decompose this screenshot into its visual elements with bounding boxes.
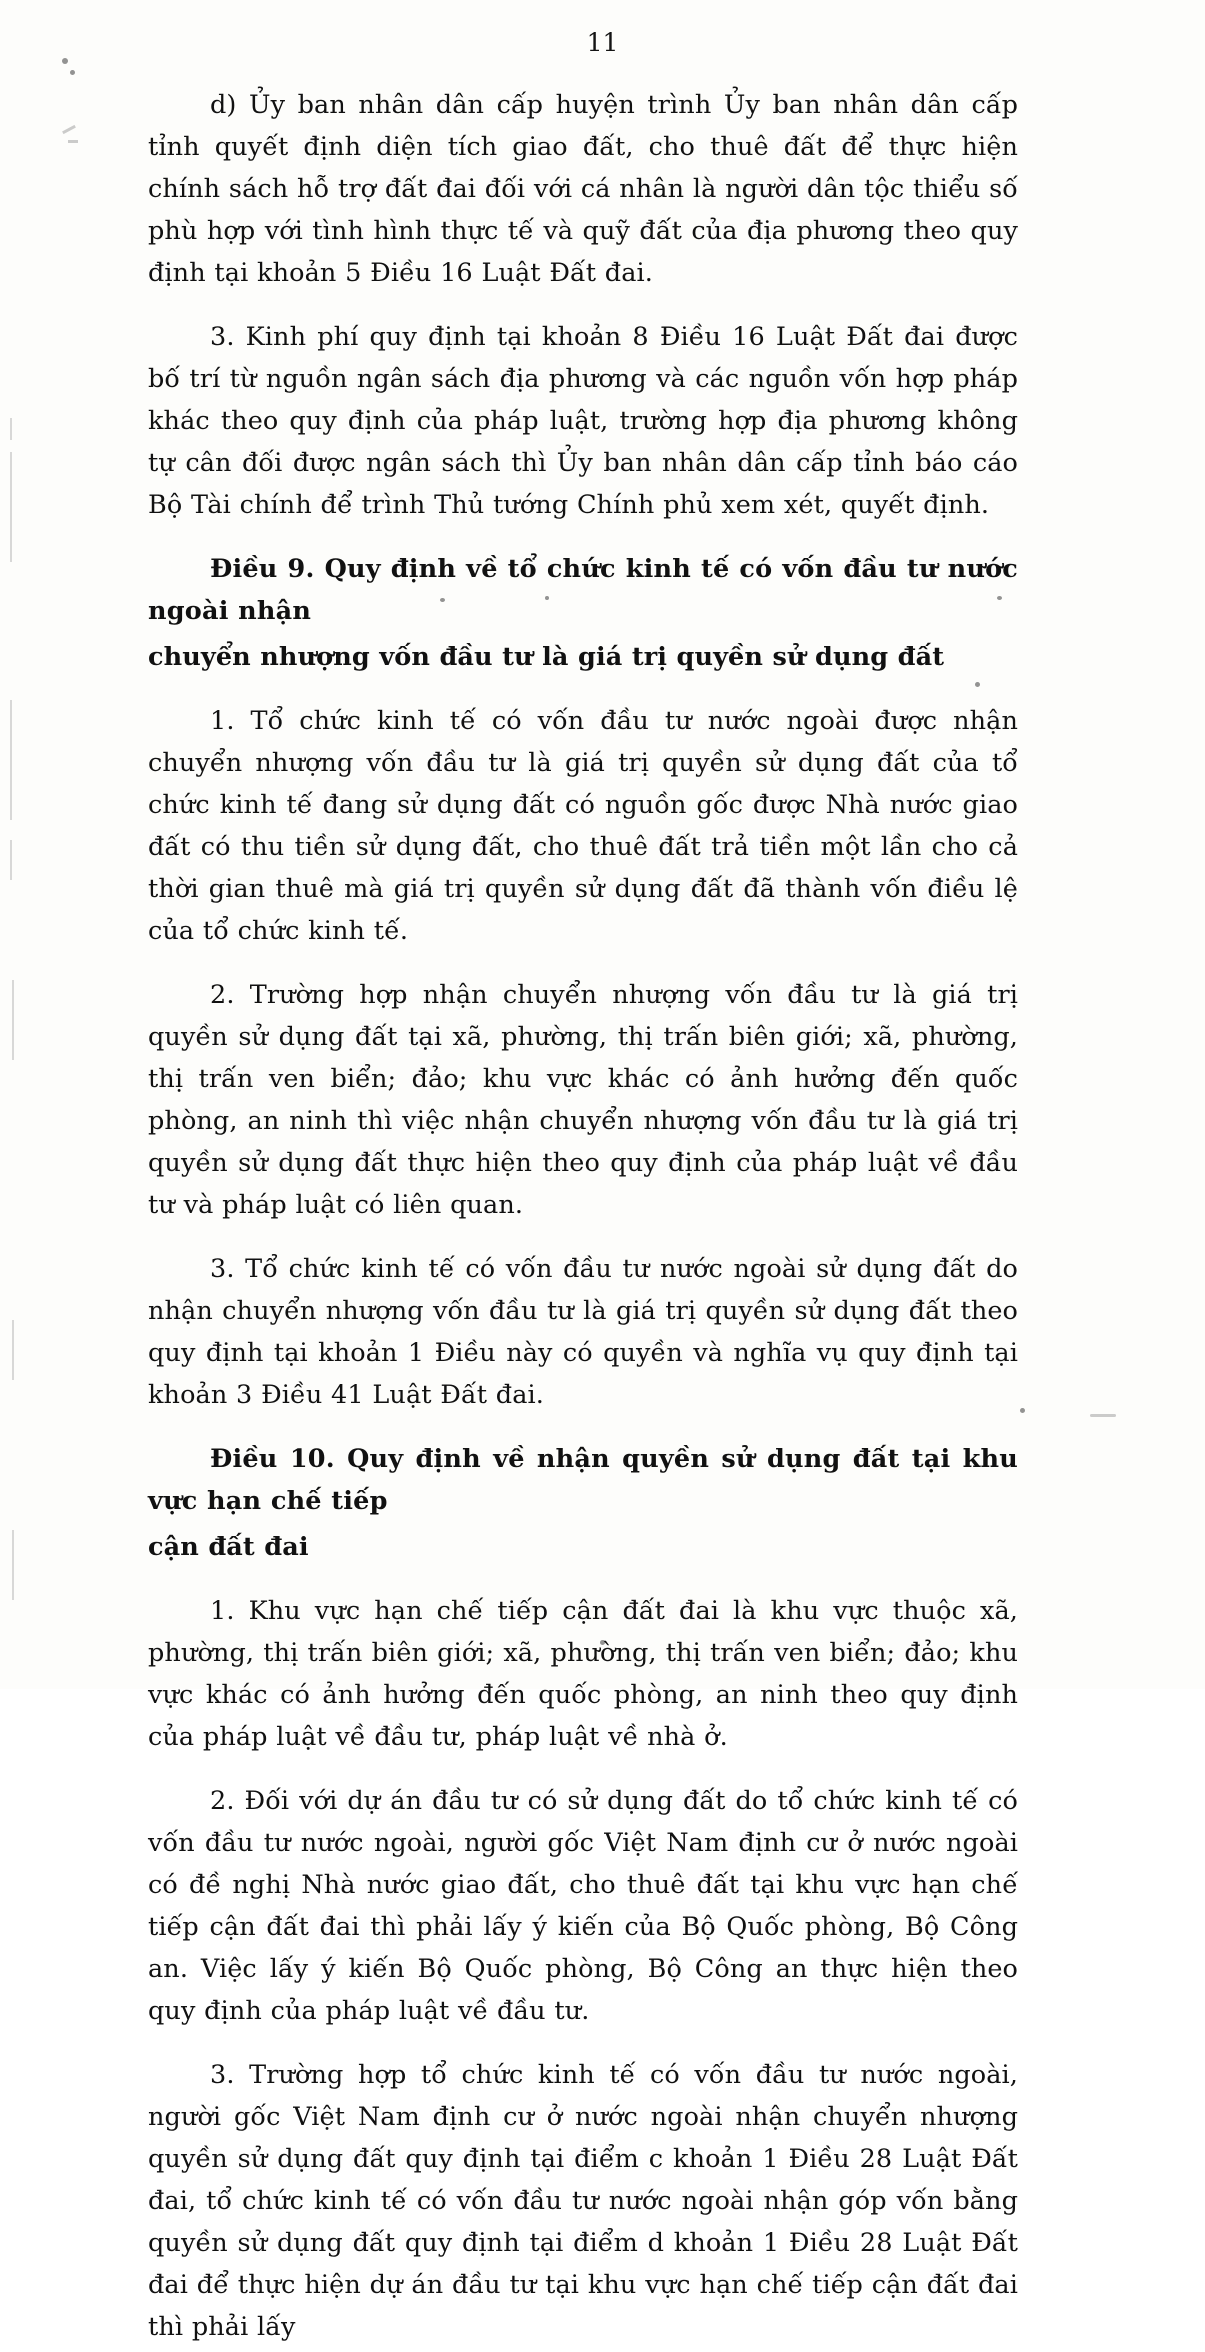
- scan-speck: [1020, 1408, 1025, 1413]
- scan-margin-line: [12, 1530, 14, 1600]
- paragraph: 1. Khu vực hạn chế tiếp cận đất đai là khu vực thuộc xã, phường, thị trấn biên giới; xã, phường, thị trấn ven biển; đảo; khu vực khác có ảnh hưởng đến quốc phòng, an ninh theo quy định của pháp luật về đầu tư, pháp luật về nhà ở.: [148, 1596, 1018, 1752]
- paragraph: 3. Trường hợp tổ chức kinh tế có vốn đầu tư nước ngoài, người gốc Việt Nam định cư ở nước ngoài nhận chuyển nhượng quyền sử dụng đất quy định tại điểm c khoản 1 Điều 28 Luật Đất đai, tổ chức kinh tế có vốn đầu tư nước ngoài nhận góp vốn bằng quyền sử dụng đất quy định tại điểm d khoản 1 Điều 28 Luật Đất đai để thực hiện dự án đầu tư tại khu vực hạn chế tiếp cận đất đai thì phải lấy: [148, 2060, 1018, 2342]
- scan-margin-line: [12, 1320, 14, 1380]
- scan-margin-line: [10, 452, 12, 562]
- paragraph: d) Ủy ban nhân dân cấp huyện trình Ủy ban nhân dân cấp tỉnh quyết định diện tích giao đất, cho thuê đất để thực hiện chính sách hỗ trợ đất đai đối với cá nhân là người dân tộc thiểu số phù hợp với tình hình thực tế và quỹ đất của địa phương theo quy định tại khoản 5 Điều 16 Luật Đất đai.: [148, 90, 1018, 288]
- paragraph: 2. Đối với dự án đầu tư có sử dụng đất do tổ chức kinh tế có vốn đầu tư nước ngoài, người gốc Việt Nam định cư ở nước ngoài có đề nghị Nhà nước giao đất, cho thuê đất tại khu vực hạn chế tiếp cận đất đai thì phải lấy ý kiến của Bộ Quốc phòng, Bộ Công an. Việc lấy ý kiến Bộ Quốc phòng, Bộ Công an thực hiện theo quy định của pháp luật về đầu tư.: [148, 1786, 1018, 2026]
- scan-speck: [70, 70, 75, 75]
- scan-margin-line: [12, 980, 14, 1060]
- section-heading: Điều 9. Quy định về tổ chức kinh tế có vốn đầu tư nước ngoài nhận: [148, 554, 1018, 626]
- scan-margin-line: [10, 418, 12, 440]
- scan-edge-mark: [1090, 1414, 1116, 1417]
- scan-margin-line: [10, 840, 12, 880]
- scan-speck: [62, 58, 68, 64]
- paragraph: 2. Trường hợp nhận chuyển nhượng vốn đầu tư là giá trị quyền sử dụng đất tại xã, phường, thị trấn biên giới; xã, phường, thị trấn ven biển; đảo; khu vực khác có ảnh hưởng đến quốc phòng, an ninh thì việc nhận chuyển nhượng vốn đầu tư là giá trị quyền sử dụng đất thực hiện theo quy định của pháp luật về đầu tư và pháp luật có liên quan.: [148, 980, 1018, 1220]
- section-heading-continuation: chuyển nhượng vốn đầu tư là giá trị quyền sử dụng đất: [148, 642, 945, 672]
- section-heading-continuation: cận đất đai: [148, 1532, 309, 1562]
- paragraph: 3. Tổ chức kinh tế có vốn đầu tư nước ngoài sử dụng đất do nhận chuyển nhượng vốn đầu tư là giá trị quyền sử dụng đất theo quy định tại khoản 1 Điều này có quyền và nghĩa vụ quy định tại khoản 3 Điều 41 Luật Đất đai.: [148, 1254, 1018, 1410]
- paragraph: 3. Kinh phí quy định tại khoản 8 Điều 16 Luật Đất đai được bố trí từ nguồn ngân sách địa phương và các nguồn vốn hợp pháp khác theo quy định của pháp luật, trường hợp địa phương không tự cân đối được ngân sách thì Ủy ban nhân dân cấp tỉnh báo cáo Bộ Tài chính để trình Thủ tướng Chính phủ xem xét, quyết định.: [148, 322, 1018, 520]
- scan-edge-mark: [68, 140, 78, 143]
- paragraph: 1. Tổ chức kinh tế có vốn đầu tư nước ngoài được nhận chuyển nhượng vốn đầu tư là giá trị quyền sử dụng đất của tổ chức kinh tế đang sử dụng đất có nguồn gốc được Nhà nước giao đất có thu tiền sử dụng đất, cho thuê đất trả tiền một lần cho cả thời gian thuê mà giá trị quyền sử dụng đất đã thành vốn điều lệ của tổ chức kinh tế.: [148, 706, 1018, 946]
- document-body: [148, 84, 1018, 2352]
- section-heading: Điều 10. Quy định về nhận quyền sử dụng đất tại khu vực hạn chế tiếp: [148, 1444, 1018, 1516]
- scan-margin-line: [10, 700, 12, 820]
- scan-edge-mark: [62, 125, 76, 134]
- page-number: 11: [586, 28, 619, 57]
